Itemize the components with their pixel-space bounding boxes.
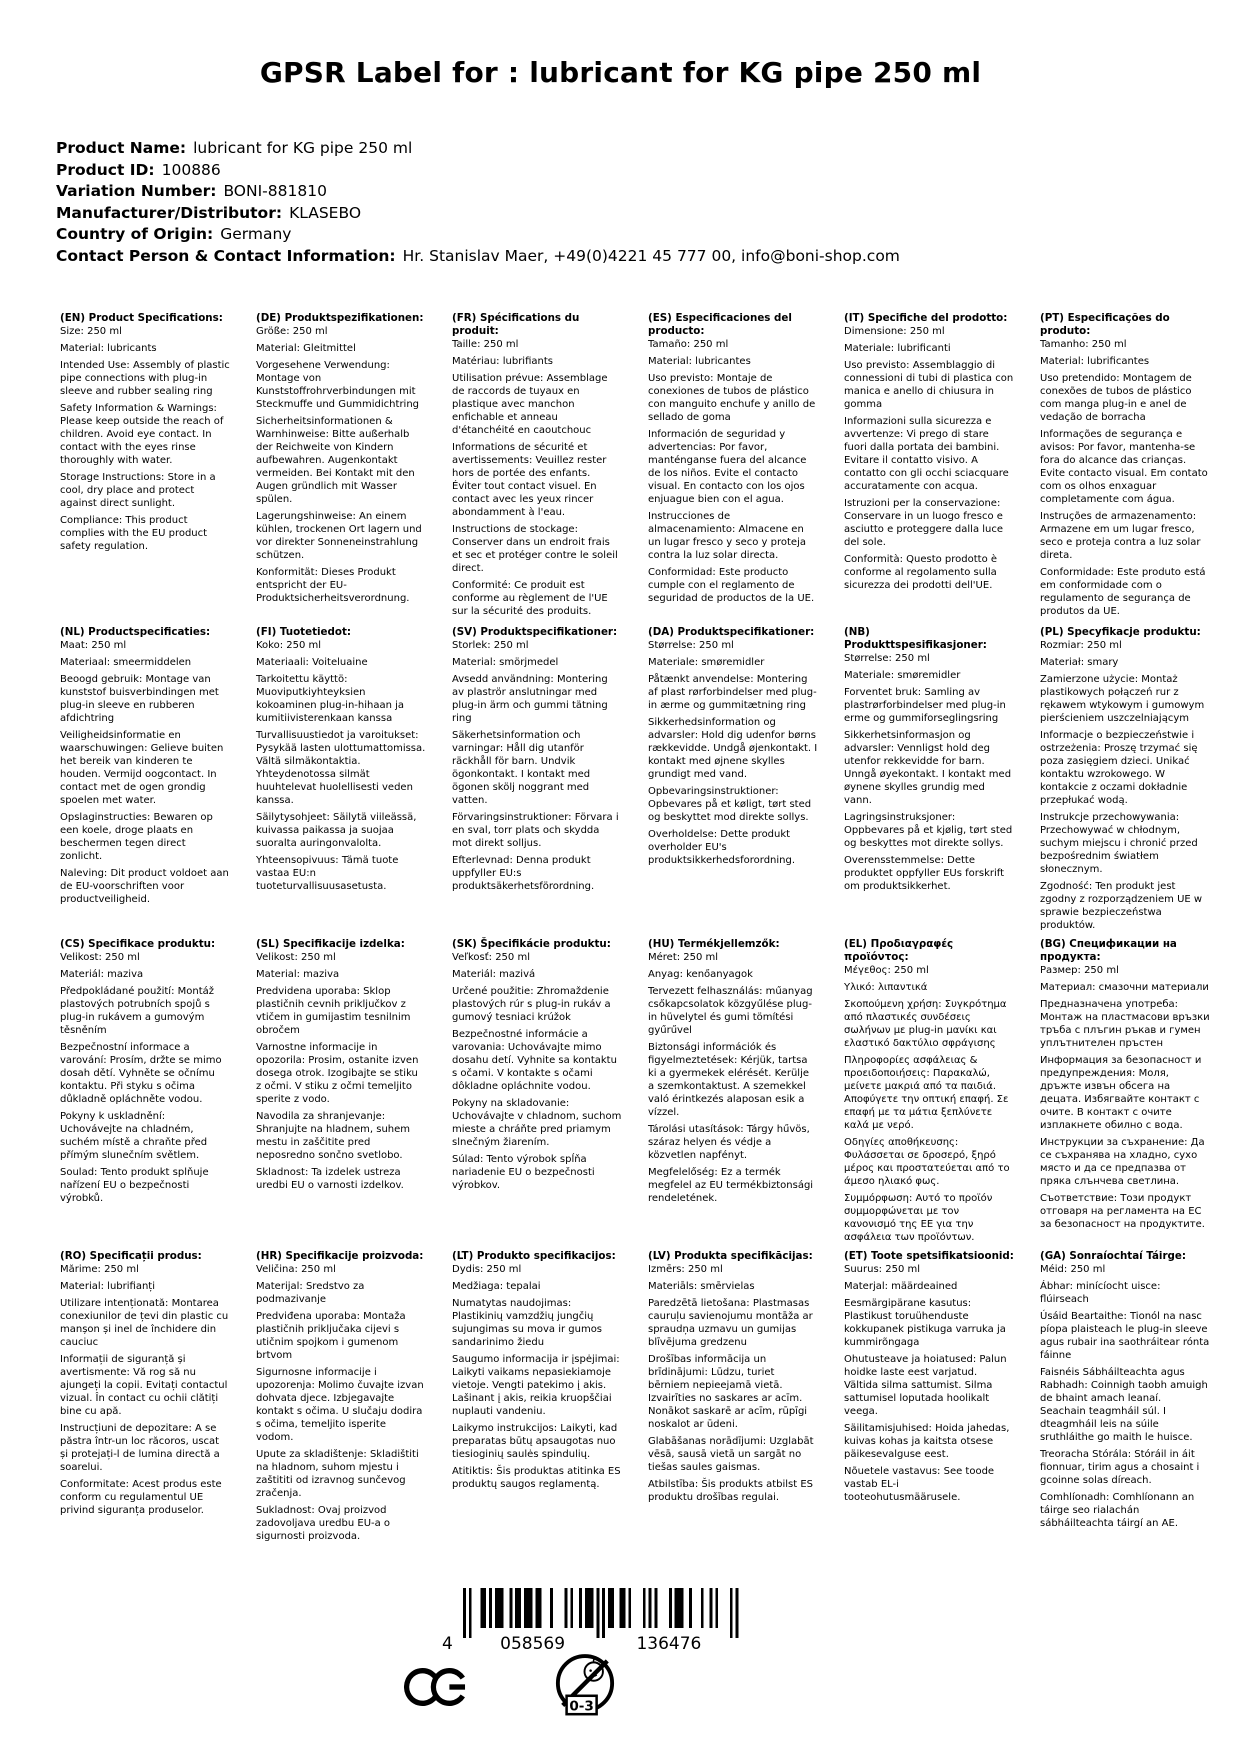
manufacturer-row	[56, 203, 900, 225]
spec-line: Μέγεθος: 250 ml	[844, 965, 929, 976]
spec-line: Material: smörjmedel	[452, 657, 559, 668]
product-id-row	[56, 160, 900, 182]
spec-block-pt	[1040, 312, 1210, 626]
spec-language-header: (LT) Produkto specifikacijos:	[452, 1250, 616, 1262]
page-title: GPSR Label for : lubricant for KG pipe 250 ml	[259, 56, 982, 89]
spec-block-el	[844, 938, 1014, 1250]
spec-line: Efterlevnad: Denna produkt uppfyller EU:s produktsäkerhetsförordning.	[452, 855, 595, 892]
spec-line: Conformité: Ce produit est conforme au règlement de l'UE sur la sécurité des produits.	[452, 580, 608, 617]
spec-line: Lagerungshinweise: An einem kühlen, trockenen Ort lagern und vor direkter Sonneneinstrahlung schützen.	[256, 511, 422, 561]
spec-line: Materiale: smøremidler	[648, 657, 765, 668]
spec-block-hr	[256, 1250, 426, 1543]
spec-line: Πληροφορίες ασφάλειας & προειδοποιήσεις: Παρακαλώ, μείνετε μακριά από τα παιδιά. Αποφύγετε την οπτική επαφή. Σε επαφή με τα μάτια ξεπλύνετε καλά με νερό.	[844, 1055, 1009, 1131]
spec-block-ro	[60, 1250, 230, 1543]
spec-language-header: (IT) Specifiche del prodotto:	[844, 312, 1008, 324]
spec-line: Säilytysohjeet: Säilytä viileässä, kuivassa paikassa ja suojaa suoralta auringonvalolta.	[256, 812, 417, 849]
spec-line: Размер: 250 ml	[1040, 965, 1119, 976]
spec-line: Konformität: Dieses Produkt entspricht der EU-Produktsicherheitsverordnung.	[256, 567, 410, 604]
spec-line: Upute za skladištenje: Skladištiti na hladnom, suhom mjestu i zaštititi od izravnog sunčevog zračenja.	[256, 1449, 419, 1499]
contact-label: Contact Person & Contact Information:	[56, 246, 396, 265]
spec-language-header: (EN) Product Specifications:	[60, 312, 223, 324]
spec-line: Skladnost: Ta izdelek ustreza uredbi EU o varnosti izdelkov.	[256, 1167, 404, 1191]
spec-block-es	[648, 312, 818, 626]
spec-block-lv	[648, 1250, 818, 1543]
product-name-label: Product Name:	[56, 139, 187, 157]
spec-block-nb	[844, 626, 1014, 938]
age-warning-label: 0-3	[569, 1698, 594, 1715]
spec-line: Materiāls: smērvielas	[648, 1281, 755, 1292]
spec-line: Съответствие: Този продукт отговаря на регламента на ЕС за безопасност на продуктите.	[1040, 1193, 1205, 1230]
spec-language-header: (EL) Προδιαγραφές προϊόντος:	[844, 938, 954, 963]
spec-line: Sikkerhetsinformasjon og advarsler: Vennligst hold deg utenfor rekkevidde for barn. Unngå øyekontakt. I kontakt med øynene skylles grundig med vann.	[844, 730, 1012, 806]
spec-line: Súlad: Tento výrobok spĺňa nariadenie EU o bezpečnosti výrobkov.	[452, 1154, 595, 1191]
spec-line: Laikymo instrukcijos: Laikyti, kad preparatas būtų apsaugotas nuo tiesioginių saulės spindulių.	[452, 1423, 618, 1460]
spec-line: Předpokládané použití: Montáž plastových potrubních spojů s plug-in rukávem a gumovým těsněním	[60, 986, 215, 1036]
spec-language-header: (FR) Spécifications du produit:	[452, 312, 580, 337]
svg-text:058569: 058569	[500, 1634, 566, 1652]
spec-line: Beoogd gebruik: Montage van kunststof buisverbindingen met plug-in sleeve en rubberen afdichtring	[60, 674, 219, 724]
spec-line: Uso previsto: Montaje de conexiones de tubos de plástico con manguito enchufe y anillo de sellado de goma	[648, 373, 816, 423]
spec-line: Material: lubricantes	[648, 356, 751, 367]
spec-line: Informações de segurança e avisos: Por favor, mantenha-se fora do alcance das crianças. Evite contacto visual. Em contato com os olhos enxaguar completamente com água.	[1040, 429, 1208, 505]
spec-language-header: (LV) Produkta specifikācijas:	[648, 1250, 813, 1262]
spec-line: Numatytas naudojimas: Plastikinių vamzdžių jungčių sujungimas su mova ir gumos sandarinimo žiedu	[452, 1298, 603, 1348]
spec-line: Intended Use: Assembly of plastic pipe connections with plug-in sleeve and rubber sealing ring	[60, 360, 230, 397]
spec-line: Storage Instructions: Store in a cool, dry place and protect against direct sunlight.	[60, 472, 216, 509]
spec-line: Предназначена употреба: Монтаж на пластмасови връзки тръба с плъгин ръкав и гумен уплътнителен пръстен	[1040, 999, 1210, 1049]
product-info-block	[56, 138, 900, 267]
spec-line: Påtænkt anvendelse: Montering af plast rørforbindelser med plug-in ærme og gummitætning ring	[648, 674, 817, 711]
spec-line: Instrucțiuni de depozitare: A se păstra într-un loc răcoros, uscat și protejați-l de lumina directă a soarelui.	[60, 1423, 220, 1473]
spec-line: Uso pretendido: Montagem de conexões de tubos de plástico com manga plug-in e anel de vedação de borracha	[1040, 373, 1192, 423]
spec-line: Tárolási utasítások: Tárgy hűvös, száraz helyen és védje a közvetlen napfényt.	[648, 1124, 810, 1161]
spec-line: Uso previsto: Assemblaggio di connessioni di tubi di plastica con manica e anello di chiusura in gomma	[844, 360, 1014, 410]
spec-line: Paredzētā lietošana: Plastmasas cauruļu savienojumu montāža ar spraudņa uzmavu un gumijas blīvējuma gredzenu	[648, 1298, 813, 1348]
spec-line: Velikost: 250 ml	[256, 952, 336, 963]
spec-block-da	[648, 626, 818, 938]
spec-line: Materiale: smøremidler	[844, 670, 961, 681]
spec-language-header: (ET) Toote spetsifikatsioonid:	[844, 1250, 1014, 1262]
spec-block-cs	[60, 938, 230, 1250]
spec-block-fi	[256, 626, 426, 938]
spec-line: Maat: 250 ml	[60, 640, 127, 651]
manufacturer-value: KLASEBO	[289, 203, 362, 222]
spec-line: Zamierzone użycie: Montaż plastikowych połączeń rur z rękawem wtykowym i gumowym pierścieniem uszczelniającym	[1040, 674, 1205, 724]
spec-line: Informazioni sulla sicurezza e avvertenze: Vi prego di stare fuori dalla portata dei bambini. Evitare il contatto visivo. A contatto con gli occhi sciacquare accuratamente con acqua.	[844, 416, 1009, 492]
manufacturer-label: Manufacturer/Distributor:	[56, 203, 283, 222]
spec-line: Instruções de armazenamento: Armazene em um lugar fresco, seco e proteja contra a luz solar direta.	[1040, 511, 1201, 561]
spec-line: Veličina: 250 ml	[256, 1264, 336, 1275]
spec-line: Mărime: 250 ml	[60, 1264, 139, 1275]
spec-line: Rozmiar: 250 ml	[1040, 640, 1122, 651]
spec-line: Predvidena uporaba: Sklop plastičnih cevnih priključkov z vtičem in gumijastim tesnilnim obročem	[256, 986, 411, 1036]
spec-line: Atbilstība: Šis produkts atbilst ES produktu drošības regulai.	[648, 1479, 814, 1503]
spec-language-header: (PL) Specyfikacje produktu:	[1040, 626, 1201, 638]
country-of-origin-row	[56, 224, 900, 246]
product-name-value: lubricant for KG pipe 250 ml	[193, 139, 413, 157]
spec-line: Avsedd användning: Montering av plaströr anslutningar med plug-in ärm och gummi tätning ring	[452, 674, 608, 724]
language-specs-grid	[60, 312, 1210, 1543]
spec-line: Faisnéis Sábháilteachta agus Rabhadh: Coinnigh taobh amuigh de bhaint amach leanaí. Seachain teagmháil súl. I dteagmháil leis na súile sruthláithe go maith le huisce.	[1040, 1367, 1208, 1443]
spec-line: Glabāšanas norādījumi: Uzglabāt vēsā, sausā vietā un sargāt no tiešas saules gaismas.	[648, 1436, 814, 1473]
product-id-value: 100886	[161, 160, 221, 179]
spec-line: Úsáid Beartaithe: Tionól na nasc píopa plaisteach le plug-in sleeve agus rubair ina saothráitear rónta fáinne	[1040, 1311, 1210, 1361]
spec-language-header: (SK) Špecifikácie produktu:	[452, 938, 611, 950]
spec-block-sk	[452, 938, 622, 1250]
spec-line: Material: lubrifianți	[60, 1281, 155, 1292]
spec-line: Pokyny na skladovanie: Uchovávajte v chladnom, suchom mieste a chráňte pred priamym slnečným žiarením.	[452, 1098, 622, 1148]
spec-line: Sicherheitsinformationen & Warnhinweise: Bitte außerhalb der Reichweite von Kindern aufbewahren. Augenkontakt vermeiden. Bei Kontakt mit den Augen gründlich mit Wasser spülen.	[256, 416, 415, 505]
spec-line: Saugumo informacija ir įspėjimai: Laikyti vaikams nepasiekiamoje vietoje. Vengti patekimo į akis. Lašinant į akis, reikia kruopščiai nuplauti vandeniu.	[452, 1354, 620, 1417]
spec-line: Säilitamisjuhised: Hoida jahedas, kuivas kohas ja kaitsta otsese päikesevalguse eest.	[844, 1423, 1010, 1460]
spec-line: Materiál: mazivá	[452, 969, 536, 980]
spec-language-header: (HR) Specifikacije proizvoda:	[256, 1250, 424, 1262]
spec-line: Soulad: Tento produkt splňuje nařízení EU o bezpečnosti výrobků.	[60, 1167, 209, 1204]
spec-line: Sigurnosne informacije i upozorenja: Molimo čuvajte izvan dohvata djece. Izbjegavajte kontakt s očima. U slučaju dodira s očima, temeljito isperite vodom.	[256, 1367, 424, 1443]
spec-line: Σκοπούμενη χρήση: Συγκρότημα από πλαστικές συνδέσεις σωλήνων με plug-in μανίκι και ελαστικό δακτύλιο σφράγισης	[844, 999, 1007, 1049]
spec-line: Säkerhetsinformation och varningar: Håll dig utanför räckhåll för barn. Undvik ögonkontakt. I kontakt med ögonen skölj noggrant med vatten.	[452, 730, 591, 806]
country-of-origin-label: Country of Origin:	[56, 225, 214, 243]
spec-line: Conformidad: Este producto cumple con el reglamento de seguridad de productos de la UE.	[648, 567, 815, 604]
spec-line: Størrelse: 250 ml	[844, 653, 930, 664]
spec-line: Informacje o bezpieczeństwie i ostrzeżenia: Proszę trzymać się poza zasięgiem dzieci. Unikać kontaktu wzrokowego. W kontakcie z oczami dokładnie przepłukać wodą.	[1040, 730, 1198, 806]
spec-line: Informații de siguranță și avertismente: Vă rog să nu ajungeți la copii. Evitați contactul vizual. În contact cu ochii clătiți bine cu apă.	[60, 1354, 228, 1417]
spec-line: Tervezett felhasználás: műanyag csőkapcsolatok közgyűlése plug-in hüvelytel és gumi tömítési gyűrűvel	[648, 986, 813, 1036]
spec-line: Bezpečnostné informácie a varovania: Uchovávajte mimo dosahu detí. Vyhnite sa kontaktu s očami. V kontakte s očami dôkladne opláchnite vodou.	[452, 1029, 617, 1092]
spec-line: Zgodność: Ten produkt jest zgodny z rozporządzeniem UE w sprawie bezpieczeństwa produktów.	[1040, 881, 1203, 931]
spec-language-header: (SL) Specifikacije izdelka:	[256, 938, 405, 950]
spec-block-nl	[60, 626, 230, 938]
spec-language-header: (BG) Спецификации на продукта:	[1040, 938, 1177, 963]
spec-line: Veiligheidsinformatie en waarschuwingen: Gelieve buiten het bereik van kinderen te houden. Vermijd oogcontact. In contact met de ogen grondig spoelen met water.	[60, 730, 224, 806]
product-name-row	[56, 138, 900, 160]
spec-block-it	[844, 312, 1014, 626]
spec-line: Taille: 250 ml	[452, 339, 519, 350]
contact-row	[56, 246, 900, 268]
spec-line: Tamaño: 250 ml	[648, 339, 729, 350]
spec-line: Информация за безопасност и предупреждения: Моля, дръжте извън обсега на децата. Избягвайте контакт с очите. В контакт с очите изплакнете обилно с вода.	[1040, 1055, 1202, 1131]
spec-line: Οδηγίες αποθήκευσης: Φυλάσσεται σε δροσερό, ξηρό μέρος και προστατεύεται από το άμεσο ηλιακό φως.	[844, 1137, 1010, 1187]
spec-line: Materiaali: Voiteluaine	[256, 657, 368, 668]
spec-line: Materijal: Sredstvo za podmazivanje	[256, 1281, 365, 1305]
spec-block-sl	[256, 938, 426, 1250]
spec-line: Material: maziva	[256, 969, 340, 980]
spec-line: Material: Gleitmittel	[256, 343, 356, 354]
contact-value: Hr. Stanislav Maer, +49(0)4221 45 777 00, info@boni-shop.com	[402, 246, 900, 265]
spec-line: Conformitate: Acest produs este conform cu regulamentul UE privind siguranța produselor.	[60, 1479, 222, 1516]
variation-number-label: Variation Number:	[56, 182, 217, 200]
spec-line: Istruzioni per la conservazione: Conservare in un luogo fresco e asciutto e proteggere dalla luce del sole.	[844, 498, 1004, 548]
spec-line: Eesmärgipärane kasutus: Plastikust toruühenduste kokkupanek pistikuga varruka ja kummirõngaga	[844, 1298, 1006, 1348]
spec-block-de	[256, 312, 426, 626]
spec-line: Dydis: 250 ml	[452, 1264, 522, 1275]
spec-language-header: (DE) Produktspezifikationen:	[256, 312, 424, 324]
age-warning-0-3-icon	[554, 1650, 616, 1734]
product-id-label: Product ID:	[56, 160, 155, 179]
spec-line: Instrucciones de almacenamiento: Almacene en un lugar fresco y seco y proteja contra la luz solar directa.	[648, 511, 806, 561]
spec-line: Ohutusteave ja hoiatused: Palun hoidke laste eest varjatud. Vältida silma sattumist. Silma sattumisel loputada hoolikalt veega.	[844, 1354, 1007, 1417]
spec-line: Materiaal: smeermiddelen	[60, 657, 192, 668]
spec-line: Materjal: määrdeained	[844, 1281, 958, 1292]
spec-language-header: (NL) Productspecificaties:	[60, 626, 211, 638]
spec-line: Sukladnost: Ovaj proizvod zadovoljava uredbu EU-a o sigurnosti proizvoda.	[256, 1505, 391, 1542]
spec-line: Material: lubrificantes	[1040, 356, 1150, 367]
spec-line: Størrelse: 250 ml	[648, 640, 734, 651]
spec-line: Инструкции за съхранение: Да се съхранява на хладно, сухо място и да се предпазва от пряка слънчева светлина.	[1040, 1137, 1205, 1187]
spec-line: Méret: 250 ml	[648, 952, 719, 963]
age-warning-glyph	[554, 1650, 616, 1728]
variation-number-row	[56, 181, 900, 203]
spec-line: Atitiktis: Šis produktas atitinka ES produktų saugos reglamentą.	[452, 1466, 621, 1490]
spec-line: Treoracha Stórála: Stóráil in áit fionnuar, tirim agus a chosaint i gcoinne solas díreach.	[1040, 1449, 1200, 1486]
spec-line: Biztonsági információk és figyelmeztetések: Kérjük, tartsa ki a gyermekek elérését. Kerülje a szemkontaktust. A szemekkel való érintkezés alaposan esik a vízzel.	[648, 1042, 809, 1118]
spec-block-bg	[1040, 938, 1210, 1250]
spec-line: Medžiaga: tepalai	[452, 1281, 541, 1292]
country-of-origin-value: Germany	[220, 225, 292, 243]
ce-mark-icon	[404, 1668, 468, 1708]
spec-line: Drošības informācija un brīdinājumi: Lūdzu, turiet bērniem nepieejamā vietā. Izvairīties no saskares ar acīm. Nonākot saskarē ar acīm, rūpīgi noskalot ar ūdeni.	[648, 1354, 808, 1430]
svg-text:4: 4	[442, 1634, 453, 1652]
spec-block-ga	[1040, 1250, 1210, 1543]
spec-line: Tamanho: 250 ml	[1040, 339, 1127, 350]
spec-language-header: (GA) Sonraíochtaí Táirge:	[1040, 1250, 1187, 1262]
spec-line: Lagringsinstruksjoner: Oppbevares på et kjølig, tørt sted og beskyttes mot direkte sollys.	[844, 812, 1013, 849]
spec-language-header: (SV) Produktspecifikationer:	[452, 626, 618, 638]
spec-line: Yhteensopivuus: Tämä tuote vastaa EU:n tuoteturvallisuusasetusta.	[256, 855, 399, 892]
spec-line: Navodila za shranjevanje: Shranjujte na hladnem, suhem mestu in zaščitite pred neposredno sončno svetlobo.	[256, 1111, 411, 1161]
spec-line: Megfelelőség: Ez a termék megfelel az EU termékbiztonsági rendeletének.	[648, 1167, 814, 1204]
spec-line: Pokyny k uskladnění: Uchovávejte na chladném, suchém místě a chraňte před přímým slunečním světlem.	[60, 1111, 208, 1161]
spec-line: Nõuetele vastavus: See toode vastab EL-i tooteohutusmäärusele.	[844, 1466, 995, 1503]
spec-line: Ábhar: minícíocht uisce: flúirseach	[1040, 1281, 1161, 1305]
spec-line: Méid: 250 ml	[1040, 1264, 1106, 1275]
spec-block-sv	[452, 626, 622, 938]
spec-language-header: (ES) Especificaciones del producto:	[648, 312, 792, 337]
spec-line: Materiał: smary	[1040, 657, 1119, 668]
spec-line: Υλικό: λιπαντικά	[844, 982, 928, 993]
spec-line: Συμμόρφωση: Αυτό το προϊόν συμμορφώνεται με τον κανονισμό της ΕΕ για την ασφάλεια των προϊόντων.	[844, 1193, 993, 1243]
spec-line: Dimensione: 250 ml	[844, 326, 945, 337]
variation-number-value: BONI-881810	[223, 182, 327, 200]
spec-line: Veľkosť: 250 ml	[452, 952, 530, 963]
spec-line: Size: 250 ml	[60, 326, 122, 337]
spec-line: Compliance: This product complies with the EU product safety regulation.	[60, 515, 208, 552]
spec-line: Utilizare intenționată: Montarea conexiunilor de țevi din plastic cu manșon și inel de închidere din cauciuc	[60, 1298, 229, 1348]
spec-line: Sikkerhedsinformation og advarsler: Hold dig udenfor børns rækkevidde. Undgå øjenkontakt. I kontakt med øjnene skylles grundigt med vand.	[648, 717, 818, 780]
spec-line: Instrukcje przechowywania: Przechowywać w chłodnym, suchym miejscu i chronić przed bezpośrednim światłem słonecznym.	[1040, 812, 1198, 875]
spec-line: Anyag: kenőanyagok	[648, 969, 753, 980]
spec-line: Overholdelse: Dette produkt overholder EU's produktsikkerhedsforordning.	[648, 829, 796, 866]
spec-block-lt	[452, 1250, 622, 1543]
spec-line: Vorgesehene Verwendung: Montage von Kunststoffrohrverbindungen mit Steckmuffe und Gummidichtring	[256, 360, 420, 410]
spec-language-header: (PT) Especificações do produto:	[1040, 312, 1170, 337]
spec-line: Varnostne informacije in opozorila: Prosim, ostanite izven dosega otrok. Izogibajte se stiku z očmi. V stiku z očmi temeljito sperite z vodo.	[256, 1042, 419, 1105]
spec-line: Velikost: 250 ml	[60, 952, 140, 963]
spec-block-fr	[452, 312, 622, 626]
spec-line: Predviđena uporaba: Montaža plastičnih priključaka cijevi s utičnim spojkom i gumenom brtvom	[256, 1311, 406, 1361]
spec-line: Koko: 250 ml	[256, 640, 322, 651]
ean13-barcode-bars	[434, 1588, 744, 1652]
spec-block-hu	[648, 938, 818, 1250]
spec-line: Naleving: Dit product voldoet aan de EU-voorschriften voor productveiligheid.	[60, 868, 229, 905]
spec-line: Opbevaringsinstruktioner: Opbevares på et køligt, tørt sted og beskyttet mod direkte sollys.	[648, 786, 812, 823]
spec-line: Storlek: 250 ml	[452, 640, 529, 651]
spec-line: Materiale: lubrificanti	[844, 343, 951, 354]
ean13-barcode	[434, 1588, 744, 1652]
spec-line: Forventet bruk: Samling av plastrørforbindelser med plug-in erme og gummiforseglingsring	[844, 687, 1006, 724]
spec-line: Safety Information & Warnings: Please keep outside the reach of children. Avoid eye contact. In contact with the eyes rinse thoroughly with water.	[60, 403, 224, 466]
ce-mark-glyph	[404, 1668, 468, 1706]
spec-language-header: (CS) Specifikace produktu:	[60, 938, 216, 950]
spec-line: Comhlíonadh: Comhlíonann an táirge seo rialachán sábháilteachta táirgí an AE.	[1040, 1492, 1195, 1529]
spec-line: Tarkoitettu käyttö: Muoviputkiyhteyksien kokoaminen plug-in-hihaan ja kumitiivisterenkaan kanssa	[256, 674, 405, 724]
spec-line: Conformidade: Este produto está em conformidade com o regulamento de segurança de produtos da UE.	[1040, 567, 1206, 617]
spec-language-header: (FI) Tuotetiedot:	[256, 626, 351, 638]
spec-language-header: (HU) Termékjellemzők:	[648, 938, 780, 950]
spec-language-header: (DA) Produktspecifikationer:	[648, 626, 815, 638]
spec-line: Utilisation prévue: Assemblage de raccords de tuyaux en plastique avec manchon enfichable et anneau d'étanchéité en caoutchouc	[452, 373, 608, 436]
spec-line: Material: lubricants	[60, 343, 157, 354]
spec-line: Información de seguridad y advertencias: Por favor, manténganse fuera del alcance de los niños. Evite el contacto visual. En contacto con los ojos enjuague bien con el agua.	[648, 429, 807, 505]
spec-line: Opslaginstructies: Bewaren op een koele, droge plaats en beschermen tegen direct zonlicht.	[60, 812, 213, 862]
spec-line: Matériau: lubrifiants	[452, 356, 553, 367]
spec-line: Turvallisuustiedot ja varoitukset: Pysykää lasten ulottumattomissa. Vältä silmäkontaktia. Yhteydenotossa silmät huuhtelevat huolellisesti veden kanssa.	[256, 730, 426, 806]
spec-language-header: (NB) Produkttspesifikasjoner:	[844, 626, 987, 651]
spec-line: Förvaringsinstruktioner: Förvara i en sval, torr plats och skydda mot direkt solljus.	[452, 812, 619, 849]
spec-line: Materiál: maziva	[60, 969, 144, 980]
spec-language-header: (RO) Specificații produs:	[60, 1250, 202, 1262]
spec-line: Größe: 250 ml	[256, 326, 328, 337]
spec-line: Informations de sécurité et avertissements: Veuillez rester hors de portée des enfants. Éviter tout contact visuel. En contact avec les yeux rincer abondamment à l'eau.	[452, 442, 607, 518]
spec-line: Bezpečnostní informace a varování: Prosím, držte se mimo dosah dětí. Vyhněte se očnímu kontaktu. Při styku s očima důkladně opláchněte vodou.	[60, 1042, 222, 1105]
spec-line: Материал: смазочни материали	[1040, 982, 1209, 993]
spec-block-pl	[1040, 626, 1210, 938]
spec-block-en	[60, 312, 230, 626]
spec-block-et	[844, 1250, 1014, 1543]
spec-line: Conformità: Questo prodotto è conforme al regolamento sulla sicurezza dei prodotti dell'UE.	[844, 554, 998, 591]
spec-line: Izmērs: 250 ml	[648, 1264, 723, 1275]
spec-line: Suurus: 250 ml	[844, 1264, 921, 1275]
spec-line: Určené použitie: Zhromaždenie plastových rúr s plug-in rukáv a gumový tesniaci krúžok	[452, 986, 611, 1023]
spec-line: Instructions de stockage: Conserver dans un endroit frais et sec et protéger contre le soleil direct.	[452, 524, 618, 574]
svg-text:136476: 136476	[636, 1634, 702, 1652]
spec-line: Overensstemmelse: Dette produktet oppfyller EUs forskrift om produktsikkerhet.	[844, 855, 1005, 892]
